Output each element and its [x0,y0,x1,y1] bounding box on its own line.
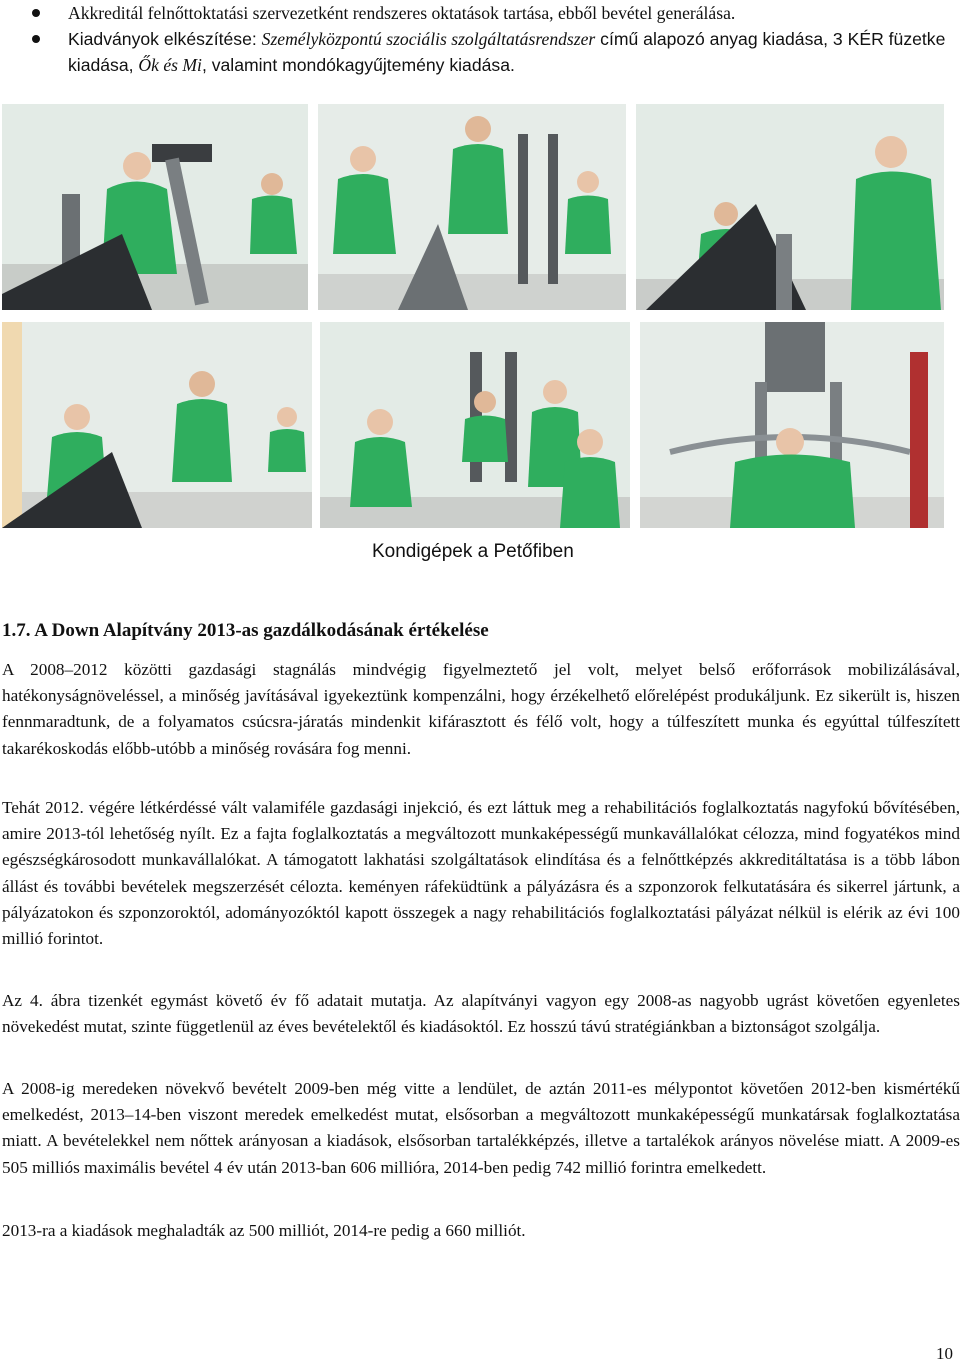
bullet-item [32,0,954,26]
paragraph: A 2008-ig meredeken növekvő bevételt 2009-ben még vitte a lendület, de aztán 2011-es mélypontot követően 2012-ben kismértékű emelkedést, 2013–14-ben viszont meredek emelkedést mutat, elsősorban a megváltozott munkaképességű munkatársak foglalkoztatása miatt. A bevételekkel nem nőttek arányosan a kiadások, elsősorban tartalékképzés, illetve a tartalékok arányos növelése miatt. A 2009-es 505 milliós maximális bevétel 4 év után 2013-ban 606 millióra, 2014-ben pedig 742 millió forintra emelkedett. [2,1079,960,1177]
gym-photo-2 [318,104,626,310]
bullet-dot-icon [32,9,40,17]
bullet-dot-icon [32,35,40,43]
bullet-text: Kiadványok elkészítése: Személyközpontú szociális szolgáltatásrendszer című alapozó anyag kiadása, 3 KÉR füzetke kiadása, Ők és Mi, valamint mondókagyűjtemény kiadása. [68,29,946,75]
bullet-item [32,26,954,78]
paragraph: Tehát 2012. végére létkérdéssé vált valamiféle gazdasági injekció, és ezt láttuk meg a rehabilitációs foglalkoztatás nagyfokú bővítésében, amire 2013-tól lehetőség nyílt. Ez a fajta foglalkoztatás a megváltozott munkaképességű munkavállalókat célozza, mind fogyatékos mind egészségkárosodott munkavállalókat. A támogatott lakhatási szolgáltatások elindítása és a felnőttképzés akkreditáltatása is a több lábon állást és további bevételek megszerzését célozta. keményen ráfeküdtünk a pályázásra és a szponzorok felkutatására és sikerrel jártunk, a pályázatokon és szponzoroktól, adományozóktól kapott összegek a nagy rehabilitációs foglalkoztatási pályázat nélkül is elérik az évi 100 millió forintot. [2,798,960,949]
gym-photo-3 [636,104,944,310]
section-heading [2,620,489,642]
gym-photo-4 [2,322,312,528]
gym-photo-5 [320,322,630,528]
paragraph: 2013-ra a kiadások meghaladták az 500 milliót, 2014-re pedig a 660 milliót. [2,1221,526,1240]
paragraph: A 2008–2012 közötti gazdasági stagnálás mindvégig figyelmeztető jel volt, melyet belső erőforrások mobilizálásával, hatékonyságnöveléssel, a minőség javításával igyekeztünk kompenzálni, hogy érzékelhető előrelépést produkáljunk. Ez sikerült is, hiszen fennmaradtunk, de a folyamatos csúcsra-járatás mindenkit kifárasztott és félő volt, hogy a túlfeszített munka és egyúttal túlfeszített takarékoskodás előbb-utóbb a minőség rovására fog menni. [2,660,960,758]
gym-photo-1 [2,104,308,310]
bullet-list [32,0,954,78]
gym-photo-6 [640,322,944,528]
section-number: 1.7. [2,620,31,641]
page-number: 10 [936,1344,953,1363]
bullet-text: Akkreditál felnőttoktatási szervezetként rendszeres oktatások tartása, ebből bevétel generálása. [68,3,736,23]
paragraph: Az 4. ábra tizenkét egymást követő év fő adatait mutatja. Az alapítványi vagyon egy 2008-as nagyobb ugrást követően egyenletes növekedést mutat, szinte függetlenül az éves bevételektől és kiadásoktól. Ez hosszú távú stratégiánkban a biztonságot szolgálja. [2,991,960,1037]
photo-caption: Kondigépek a Petőfiben [372,541,574,562]
section-title: A Down Alapítvány 2013-as gazdálkodásának értékelése [34,620,489,641]
